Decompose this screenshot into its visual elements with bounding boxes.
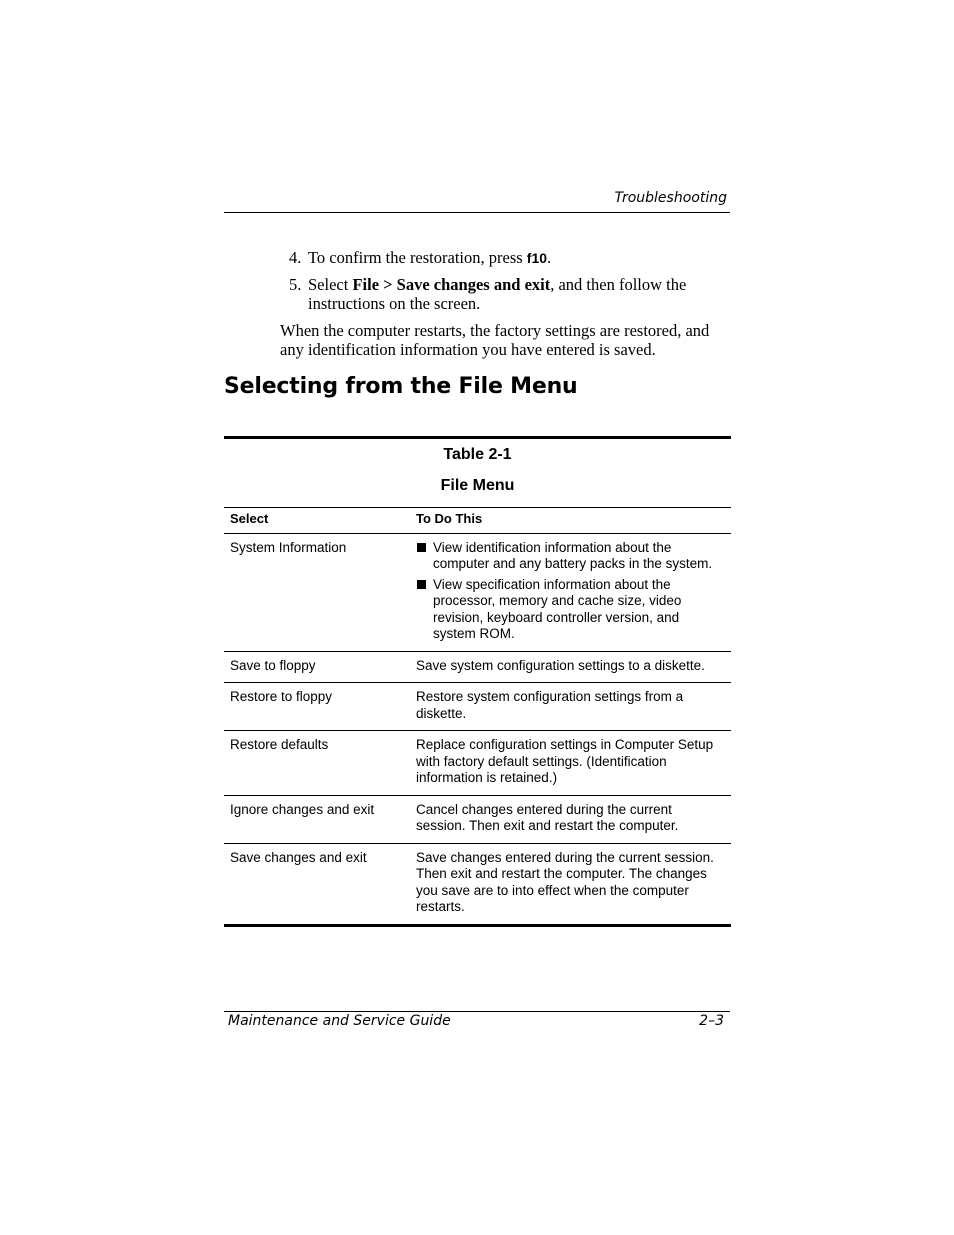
table-number: Table 2-1 <box>443 446 512 463</box>
step-text <box>308 275 728 313</box>
table-row <box>224 683 731 731</box>
table-top-rule <box>224 436 731 439</box>
row-select: Ignore changes and exit <box>224 795 410 843</box>
file-menu-table <box>224 507 731 927</box>
step-text-part: . <box>547 248 552 267</box>
row-select: Save changes and exit <box>224 843 410 925</box>
row-select: Save to floppy <box>224 651 410 683</box>
running-header: Troubleshooting <box>614 190 727 206</box>
column-header-select: Select <box>224 508 410 534</box>
row-action: Restore system configuration settings from a diskette. <box>410 683 731 731</box>
footer-rule <box>224 1011 730 1012</box>
section-heading: Selecting from the File Menu <box>224 374 578 399</box>
header-rule <box>224 212 730 213</box>
step-text-part: Select <box>308 275 353 294</box>
key-name: f10 <box>526 250 548 266</box>
table-title: File Menu <box>440 477 515 494</box>
row-action: Save system configuration settings to a diskette. <box>410 651 731 683</box>
table-row <box>224 731 731 796</box>
menu-path: File > Save changes and exit <box>352 275 551 294</box>
square-bullet-icon <box>417 580 426 589</box>
bullet-text: View identification information about the computer and any battery packs in the system. <box>433 539 713 571</box>
body-paragraph: When the computer restarts, the factory settings are restored, and any identification information you have entered is saved. <box>280 321 710 359</box>
table-row <box>224 795 731 843</box>
column-header-action: To Do This <box>410 508 731 534</box>
row-select: Restore to floppy <box>224 683 410 731</box>
bullet-item <box>416 540 725 573</box>
row-select: System Information <box>224 533 410 651</box>
table-row <box>224 533 731 651</box>
bullet-text: View specification information about the processor, memory and cache size, video revision, keyboard controller version, and system ROM. <box>433 576 682 641</box>
step-text-part: To confirm the restoration, press <box>308 248 527 267</box>
row-action: Replace configuration settings in Computer Setup with factory default settings. (Identification information is retained.) <box>410 731 731 796</box>
square-bullet-icon <box>417 543 426 552</box>
table-header-row <box>224 508 731 534</box>
step-text-part: , and then follow the instructions on the screen. <box>308 275 687 313</box>
footer-title: Maintenance and Service Guide <box>228 1013 451 1029</box>
table-row <box>224 651 731 683</box>
row-action: Save changes entered during the current session. Then exit and restart the computer. The changes you save are to into effect when the computer restarts. <box>410 843 731 925</box>
table-row <box>224 843 731 925</box>
bullet-item <box>416 577 725 643</box>
page-number: 2–3 <box>699 1013 724 1029</box>
step-number: 4. <box>289 248 302 267</box>
row-select: Restore defaults <box>224 731 410 796</box>
step-text <box>308 248 728 268</box>
row-action: Cancel changes entered during the current session. Then exit and restart the computer. <box>410 795 731 843</box>
row-action <box>410 533 731 651</box>
step-number: 5. <box>289 275 302 294</box>
